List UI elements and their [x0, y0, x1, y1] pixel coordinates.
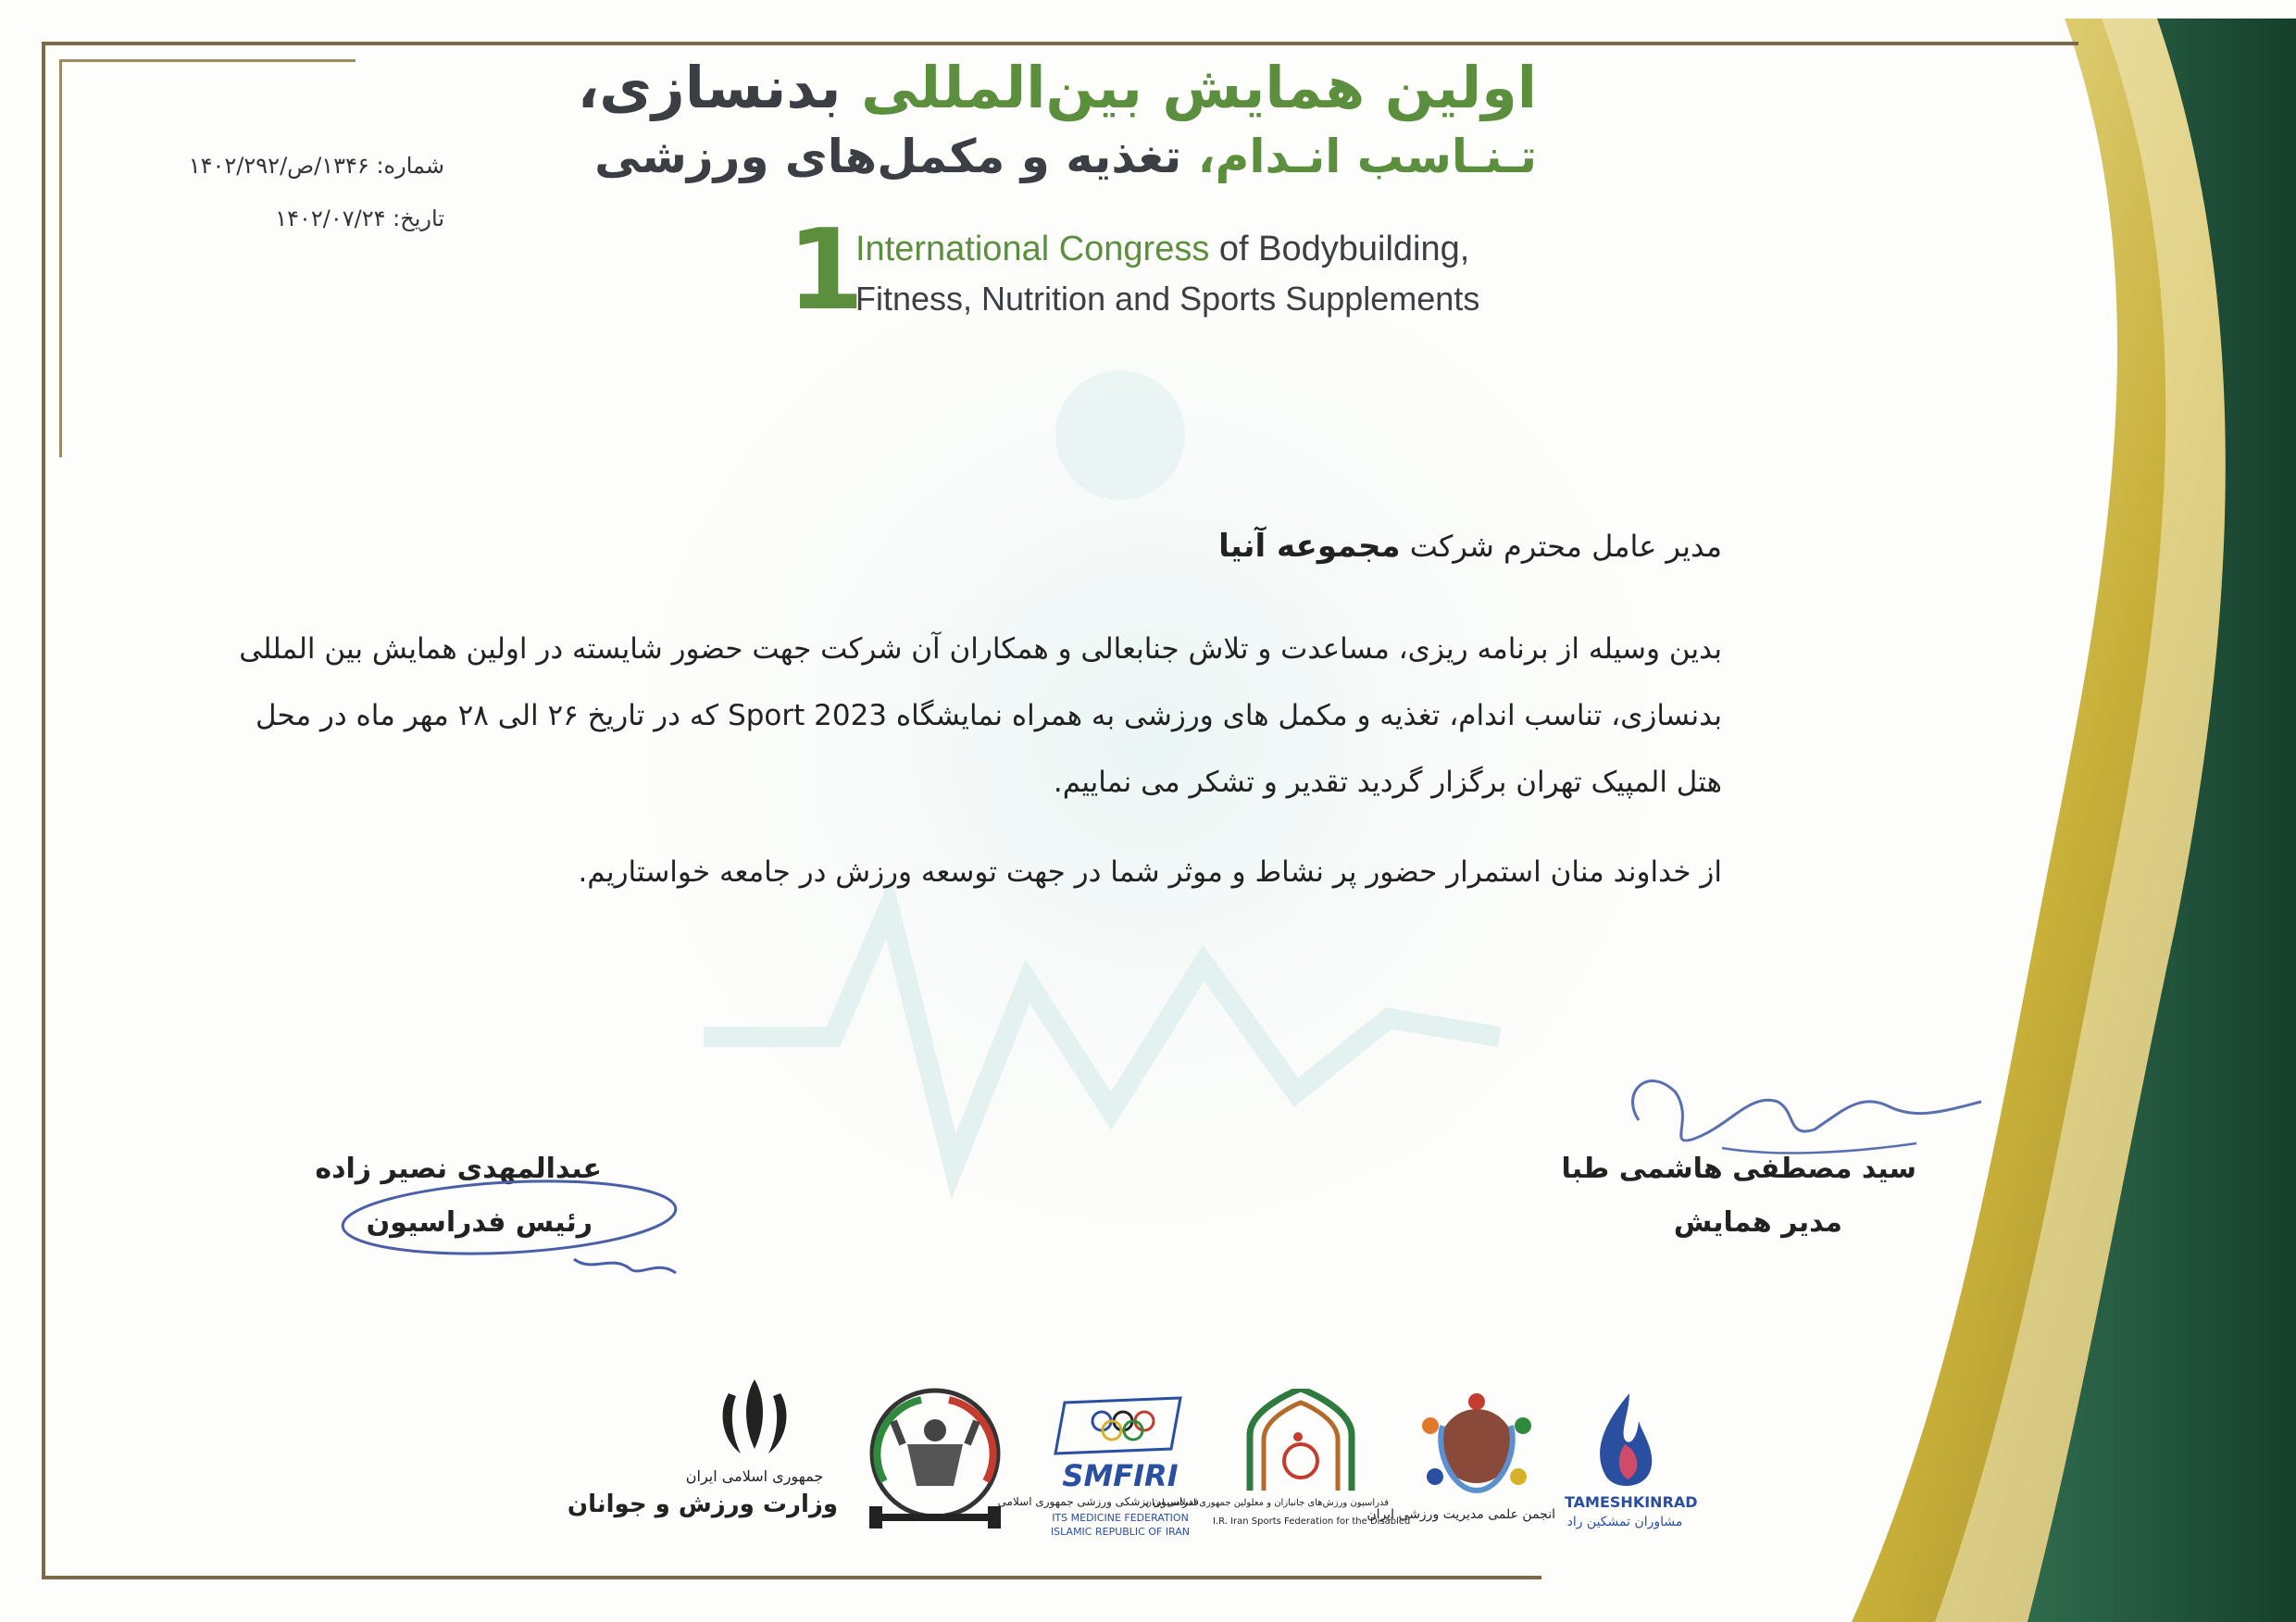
title-line2-rest: تغذیه و مکمل‌های ورزشی: [594, 130, 1182, 183]
letter-paragraph-1: بدین وسیله از برنامه ریزی، مساعدت و تلاش جنابعالی و همکاران آن شرکت جهت حضور شایسته در اولین همایش بین المللی بدنسازی، تناسب اندام، تغذیه و مکمل های ورزشی به همراه نمایشگاه Sport 2023 که در تاریخ ۲۶ الی ۲۸ مهر ماه در محل هتل المپیک تهران برگزار گردید تقدیر و تشکر می نماییم.: [239, 632, 1722, 799]
logo-tameshkinrad: [1565, 1389, 1698, 1537]
logo-ministry-of-sports: [567, 1370, 838, 1546]
recipient-company: مجموعه آنیا: [1218, 528, 1401, 565]
left-signature-scribble: [333, 1171, 704, 1291]
bodybuilder-emblem-icon: [866, 1379, 1004, 1541]
logo-disabled-sports-federation: [1144, 1389, 1411, 1537]
tameshkinrad-brand: TAMESHKINRAD: [1565, 1493, 1698, 1511]
title-persian-line-1: [578, 54, 1537, 121]
title-english: [787, 206, 1546, 335]
disabled-federation-english: I.R. Iran Sports Federation for the Disabled: [1213, 1516, 1411, 1527]
disabled-federation-persian: فدراسیون ورزش‌های جانبازان و معلولین جمهوری اسلامی ایران: [1144, 1498, 1389, 1508]
ministry-line-1: جمهوری اسلامی ایران: [685, 1467, 824, 1485]
iran-emblem-icon: [671, 1370, 838, 1463]
letter-number: شماره: ۱۳۴۶/ص/۱۴۰۲/۲۹۲: [188, 153, 444, 179]
title-english-highlight: International Congress: [855, 230, 1210, 268]
title-line1-rest: بدنسازی،: [577, 54, 842, 121]
title-english-line-1: [855, 230, 1469, 269]
title-line1-highlight: اولین همایش بین‌المللی: [861, 54, 1537, 121]
congress-number: 1: [787, 206, 865, 335]
right-signatory-title: مدیر همایش: [1673, 1206, 1842, 1239]
left-signatory-title: رئیس فدراسیون: [366, 1206, 593, 1239]
title-persian-line-2: [594, 130, 1537, 183]
tameshkinrad-persian: مشاوران تمشکین راد: [1566, 1515, 1683, 1529]
right-signatory-name: سید مصطفی هاشمی طبا: [1561, 1153, 1916, 1185]
title-english-rest: of Bodybuilding,: [1218, 230, 1470, 268]
logo-smfiri: [997, 1393, 1199, 1541]
association-name: انجمن علمی مدیریت ورزشی ایران: [1366, 1507, 1555, 1522]
olympic-flag-icon: [1042, 1393, 1199, 1458]
smfiri-english-1: ITS MEDICINE FEDERATION: [1052, 1512, 1189, 1524]
iran-label: IRAN: [914, 1518, 956, 1536]
letter-date: تاریخ: ۱۴۰۲/۰۷/۲۴: [275, 206, 444, 231]
letter-greeting: [1218, 528, 1722, 565]
logo-bodybuilding-federation: [866, 1379, 1004, 1541]
people-circle-icon: [1398, 1389, 1555, 1504]
greeting-prefix: مدیر عامل محترم شرکت: [1409, 529, 1722, 564]
wheelchair-arch-icon: [1213, 1389, 1389, 1495]
flame-icon: [1565, 1389, 1685, 1491]
smfiri-brand: SMFIRI: [1062, 1458, 1179, 1493]
ministry-line-2: وزارت ورزش و جوانان: [567, 1491, 838, 1518]
smfiri-persian: فدراسیون پزشکی ورزشی جمهوری اسلامی: [997, 1495, 1199, 1508]
title-line2-highlight: تـنـاسب انـدام،: [1197, 130, 1537, 183]
smfiri-english-2: ISLAMIC REPUBLIC OF IRAN: [1050, 1526, 1191, 1538]
letter-paragraph-2: از خداوند منان استمرار حضور پر نشاط و موثر شما در جهت توسعه ورزش در جامعه خواستاریم.: [578, 855, 1722, 889]
logo-sport-management-association: [1366, 1389, 1555, 1537]
left-signatory-name: عبدالمهدی نصیر زاده: [315, 1153, 602, 1185]
title-english-line-2: Fitness, Nutrition and Sports Supplements: [855, 280, 1480, 318]
